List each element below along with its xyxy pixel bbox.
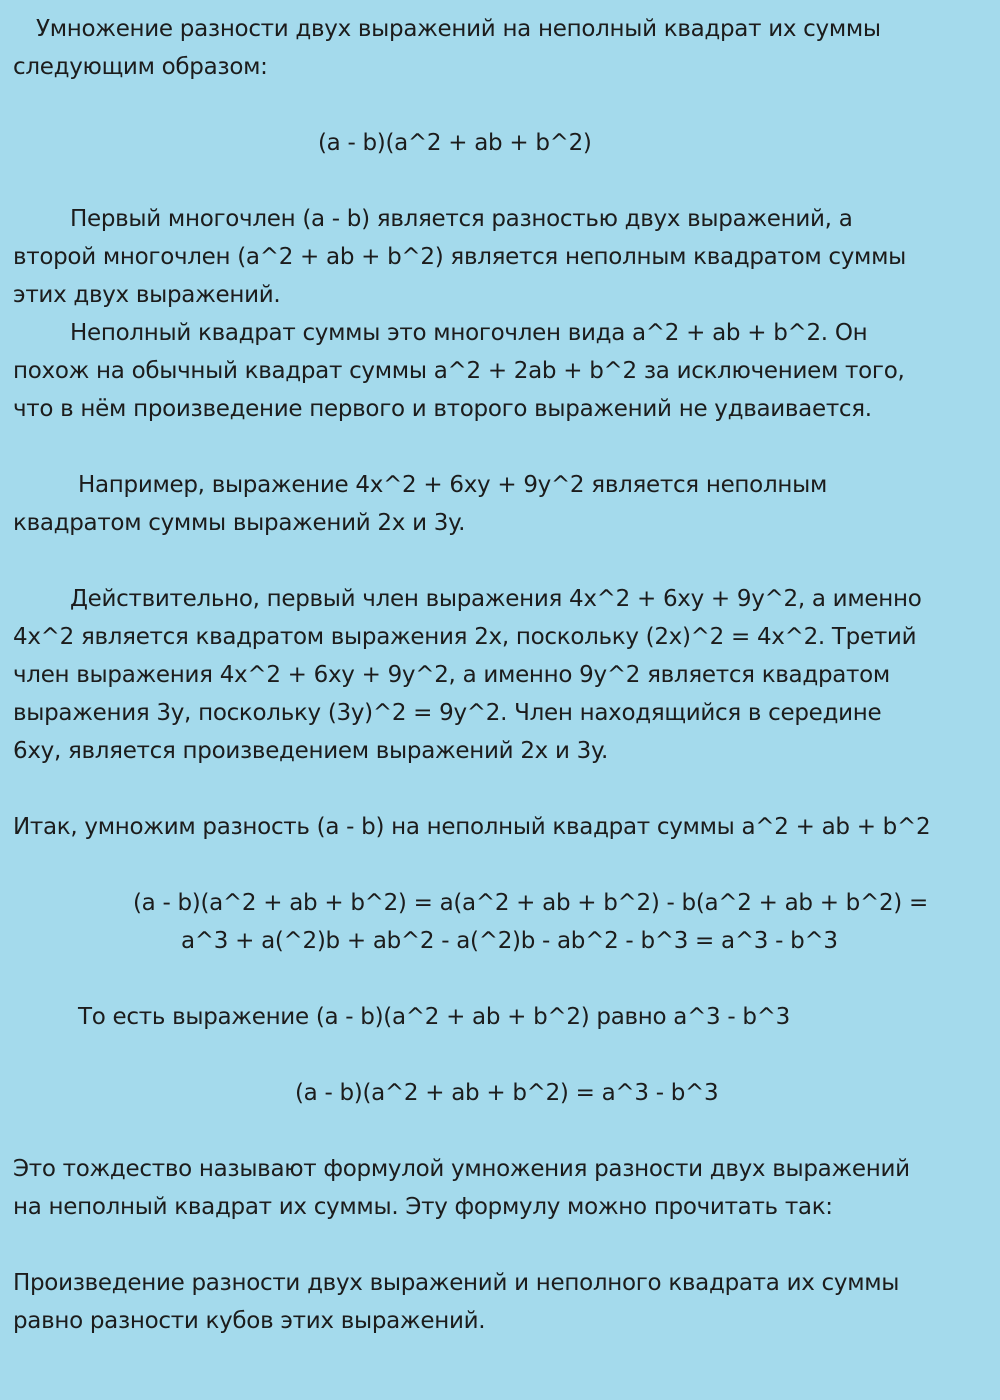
- para8-line-1: Произведение разности двух выражений и неполного квадрата их суммы: [13, 1270, 900, 1296]
- intro-line-1: Умножение разности двух выражений на неполный квадрат их суммы: [36, 16, 881, 42]
- derivation-line-2: a^3 + a(^2)b + ab^2 - a(^2)b - ab^2 - b^3 = a^3 - b^3: [181, 928, 838, 954]
- para2-line-1: Неполный квадрат суммы это многочлен вида a^2 + ab + b^2. Он: [70, 320, 868, 346]
- para6-line-1: То есть выражение (a - b)(a^2 + ab + b^2) равно a^3 - b^3: [78, 1004, 791, 1030]
- formula-result: (a - b)(a^2 + ab + b^2) = a^3 - b^3: [295, 1080, 719, 1106]
- para1-line-3: этих двух выражений.: [13, 282, 281, 308]
- para7-line-1: Это тождество называют формулой умножения разности двух выражений: [13, 1156, 910, 1182]
- para8-line-2: равно разности кубов этих выражений.: [13, 1308, 486, 1334]
- para4-line-2: 4x^2 является квадратом выражения 2x, поскольку (2x)^2 = 4x^2. Третий: [13, 624, 917, 650]
- para5-line-1: Итак, умножим разность (a - b) на неполный квадрат суммы a^2 + ab + b^2: [13, 814, 931, 840]
- para3-line-2: квадратом суммы выражений 2x и 3y.: [13, 510, 466, 536]
- para2-line-2: похож на обычный квадрат суммы a^2 + 2ab + b^2 за исключением того,: [13, 358, 905, 384]
- para4-line-5: 6xy, является произведением выражений 2x и 3y.: [13, 738, 609, 764]
- para3-line-1: Например, выражение 4x^2 + 6xy + 9y^2 является неполным: [78, 472, 827, 498]
- para7-line-2: на неполный квадрат их суммы. Эту формулу можно прочитать так:: [13, 1194, 833, 1220]
- para4-line-1: Действительно, первый член выражения 4x^2 + 6xy + 9y^2, а именно: [70, 586, 922, 612]
- formula-intro: (a - b)(a^2 + ab + b^2): [318, 130, 592, 156]
- intro-line-2: следующим образом:: [13, 54, 268, 80]
- para4-line-3: член выражения 4x^2 + 6xy + 9y^2, а именно 9y^2 является квадратом: [13, 662, 890, 688]
- para1-line-1: Первый многочлен (a - b) является разностью двух выражений, а: [70, 206, 853, 232]
- para2-line-3: что в нём произведение первого и второго выражений не удваивается.: [13, 396, 872, 422]
- para4-line-4: выражения 3y, поскольку (3y)^2 = 9y^2. Член находящийся в середине: [13, 700, 882, 726]
- para1-line-2: второй многочлен (a^2 + ab + b^2) является неполным квадратом суммы: [13, 244, 907, 270]
- derivation-line-1: (a - b)(a^2 + ab + b^2) = a(a^2 + ab + b^2) - b(a^2 + ab + b^2) =: [133, 890, 928, 916]
